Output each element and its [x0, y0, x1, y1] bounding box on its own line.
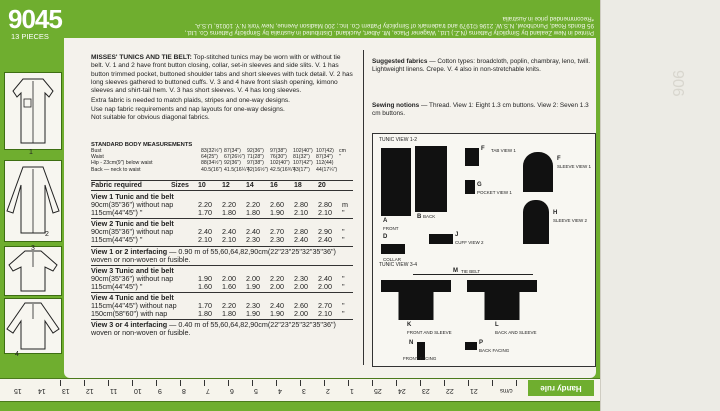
handy-rule [0, 378, 600, 402]
ruler-number: 21 [470, 387, 478, 394]
unit: " [342, 235, 345, 245]
ruler-number: 14 [38, 387, 46, 394]
measurement-value: 40.5(16") [201, 166, 223, 173]
measurement-value: 87(34") [316, 154, 333, 161]
view-label: 4 [15, 351, 19, 358]
yardage: 2.30 [294, 273, 308, 283]
divider [91, 180, 353, 181]
piece-name: TIE BELT [461, 269, 481, 274]
measurement-value: 76(30") [270, 154, 287, 161]
ruler-tick [300, 380, 301, 386]
description-title: MISSES' TUNICS AND TIE BELT: [91, 54, 192, 61]
measurement-value: 107(42) [316, 148, 334, 154]
piece-letter: N [409, 340, 414, 346]
fabric-row [91, 283, 353, 291]
fine-print-line: Printed in New Zealand by Simplicity Patterns (N.Z.) Ltd., Wagener Place, Mt. Albert, Auckland. Distributed in Australia by Simplicity Patterns Co. Ltd., [184, 29, 594, 36]
piece-letter: K [407, 322, 412, 328]
sewing-notions [372, 102, 592, 118]
yardage: 1.90 [270, 309, 284, 319]
ruler-tick [60, 380, 61, 386]
ruler-tick [156, 380, 157, 386]
ruler-tick [108, 380, 109, 386]
layout-label: TUNIC VIEW 1-2 [379, 137, 418, 143]
ruler-tick [180, 380, 181, 386]
piece-name: FRONT FACING [403, 356, 437, 361]
piece-letter: G [477, 182, 482, 188]
yardage: 2.10 [222, 235, 236, 245]
size-header: 10 [198, 182, 206, 189]
note: Use nap fabric requirements and nap layouts for one-way designs. [91, 105, 285, 113]
fabric-label: 150cm(58"60") with nap [91, 309, 168, 319]
tunic-view-3-illustration [5, 247, 61, 295]
fabric-label: 115cm(44"45") " [91, 235, 143, 245]
view-3-sketch [4, 246, 62, 296]
tie-belt-line [413, 274, 533, 275]
piece-name: CUFF VIEW 2 [455, 240, 484, 245]
ruler-number: 12 [86, 387, 94, 394]
yardage: 2.20 [198, 200, 212, 210]
interfacing-text: — 0.40 m of 55,60,64,82,90cm(22"23"25"32"35"36") [169, 320, 336, 330]
measurement-value: 71(28") [247, 154, 264, 161]
unit: " [342, 208, 345, 218]
envelope-flap [600, 0, 720, 411]
yardage: 2.40 [318, 273, 332, 283]
pattern-piece-back-facing [465, 342, 477, 350]
measurement-value: 44(17¼") [316, 166, 338, 173]
ruler-number: 22 [446, 387, 454, 394]
measurement-value: 92(36") [247, 148, 264, 154]
ruler-number: 5 [254, 387, 258, 394]
measurement-value: 42.5(16¾") [270, 166, 296, 173]
measurement-value: 42(16½") [247, 166, 269, 173]
ruler-tick [492, 380, 493, 386]
flap-stamp [666, 40, 690, 340]
piece-letter: F [481, 146, 485, 152]
piece-name: BACK AND SLEEVE [495, 330, 537, 335]
measurement-value: 102(40") [270, 160, 290, 167]
piece-name: FRONT [383, 226, 399, 231]
fabric-label: 90cm(35"36") without nap [91, 200, 174, 210]
ruler-number: 6 [230, 387, 234, 394]
piece-count: 13 PIECES [11, 32, 49, 41]
ruler-tick [372, 380, 373, 386]
measurement-label: Back — neck to waist [91, 166, 141, 173]
view-label: 2 [45, 231, 49, 238]
ruler-number: 2 [326, 387, 330, 394]
measurement-value: 88(34½") [201, 160, 223, 167]
interfacing-text: — 0.90 m of 55,60,64,82,90cm(22"23"25"32"35"36") [169, 246, 336, 256]
ruler-number: 1 [350, 387, 354, 394]
yardage: 2.80 [318, 200, 332, 210]
yardage: 2.20 [270, 273, 284, 283]
pattern-piece-front-and-sleeve [381, 280, 451, 320]
yardage: 2.10 [318, 309, 332, 319]
ruler-number: 9 [158, 387, 162, 394]
yardage: 1.90 [270, 208, 284, 218]
yardage: 2.40 [318, 235, 332, 245]
yardage: 1.80 [222, 309, 236, 319]
notions-text: — Thread. View 1: Eight 1.3 cm buttons. View 2: Seven 1.3 cm buttons. [372, 102, 589, 117]
ruler-number: 23 [422, 387, 430, 394]
yardage: 2.00 [318, 281, 332, 291]
view-title: View 4 Tunic and tie belt [91, 293, 174, 303]
left-column [0, 0, 64, 411]
ruler-tick [348, 380, 349, 386]
measurement-value: 112(44) [316, 160, 334, 167]
ruler-number: 25 [374, 387, 382, 394]
measurement-unit: cm [339, 148, 346, 154]
ruler-number: 7 [206, 387, 210, 394]
pattern-piece-sleeve-2 [523, 200, 549, 244]
handy-rule-label: Handy rule [528, 380, 594, 396]
yardage: 2.00 [222, 273, 236, 283]
yardage: 2.30 [270, 235, 284, 245]
yardage: 1.80 [246, 208, 260, 218]
pattern-piece-cuff [429, 234, 453, 244]
ruler-tick [396, 380, 397, 386]
view-title: View 2 Tunic and tie belt [91, 219, 174, 229]
notions-title: Sewing notions [372, 102, 420, 109]
fabric-header [91, 182, 351, 189]
unit: " [342, 227, 345, 237]
yardage: 2.20 [246, 200, 260, 210]
ruler-number: 4 [278, 387, 282, 394]
ruler-tick [252, 380, 253, 386]
tunic-view-4-illustration [5, 299, 61, 353]
measurement-value: 92(36") [224, 160, 241, 167]
measurement-value: 81(32") [293, 154, 310, 161]
unit: " [342, 273, 345, 283]
fabric-row [91, 236, 353, 244]
description [91, 54, 353, 124]
measurement-value: 67(26½") [224, 154, 246, 161]
yardage: 2.00 [270, 281, 284, 291]
ruler-tick [276, 380, 277, 386]
yardage: 1.60 [222, 281, 236, 291]
piece-name: BACK FACING [479, 348, 510, 353]
description-text: Top-stitched tunics may be worn with or without tie belt. V. 1 and 2 have front button closing, collar, set-in sleeves and side slits. V. 1 has button trimmed pocket, buttoned shoulder tabs and short sleeves with tuck detail. V. 2 has long sleeves gathered to buttoned cuffs. V. 3 and 4 have front slash opening, kimono sleeves and shirt-tail hem. V. 3 has short sleeves. V. 4 has long sleeves. [91, 54, 353, 95]
yardage: 2.10 [294, 208, 308, 218]
pattern-piece-back [415, 146, 447, 212]
yardage: 1.70 [198, 301, 212, 311]
piece-name: TAB VIEW 1 [491, 148, 516, 153]
measurement-value: 102(40") [293, 148, 313, 154]
flap-fold-line [600, 0, 601, 411]
yardage: 2.70 [270, 227, 284, 237]
size-header: 14 [246, 182, 254, 189]
flap-stamp-text: 906 [669, 70, 686, 97]
yardage: 2.90 [318, 227, 332, 237]
piece-letter: L [495, 322, 499, 328]
yardage: 1.70 [198, 208, 212, 218]
yardage: 2.40 [246, 227, 260, 237]
tunic-view-1-illustration [5, 73, 61, 149]
unit: " [342, 301, 345, 311]
piece-name: FRONT AND SLEEVE [407, 330, 452, 335]
fabric-label: 115cm(44"45") without nap [91, 301, 177, 311]
view-4-sketch [4, 298, 62, 358]
ruler-number: 24 [398, 387, 406, 394]
yardage: 2.30 [246, 235, 260, 245]
tunic-view-2-illustration [5, 161, 61, 241]
pattern-number: 9045 [8, 4, 62, 34]
pattern-piece-front [381, 148, 411, 216]
piece-letter: J [455, 232, 459, 238]
size-header: 12 [222, 182, 230, 189]
unit: " [342, 309, 345, 319]
ruler-number: 8 [182, 387, 186, 394]
divider [91, 190, 353, 191]
piece-name: COLLAR [383, 257, 402, 262]
ruler-tick [228, 380, 229, 386]
fine-print [64, 2, 594, 36]
piece-letter: P [479, 340, 484, 346]
yardage: 1.80 [198, 309, 212, 319]
piece-name: POCKET VIEW 1 [477, 190, 512, 195]
piece-letter: D [383, 234, 388, 240]
pattern-piece-collar [381, 244, 405, 254]
piece-name: BACK [423, 214, 436, 219]
note: Extra fabric is needed to match plaids, stripes and one-way designs. [91, 97, 291, 105]
measurements-title: STANDARD BODY MEASUREMENTS [91, 142, 193, 148]
view-2-sketch [4, 160, 62, 242]
measurement-value: 107(42") [293, 160, 313, 167]
piece-name: SLEEVE VIEW 2 [553, 218, 588, 223]
ruler-number: 13 [62, 387, 70, 394]
column-divider [363, 50, 364, 365]
measurement-value: 41.5(16¼") [224, 166, 250, 173]
view-1-sketch [4, 72, 62, 156]
yardage: 2.20 [222, 200, 236, 210]
view-label: 3 [31, 245, 35, 252]
yardage: 1.90 [246, 281, 260, 291]
pattern-piece-tab [465, 148, 479, 166]
piece-letter: A [383, 218, 388, 224]
yardage: 2.70 [318, 301, 332, 311]
yardage: 1.90 [198, 273, 212, 283]
ruler-tick [132, 380, 133, 386]
ruler-tick [420, 380, 421, 386]
fine-print-line: *Recommended price in Australia [502, 14, 594, 22]
yardage: 2.30 [246, 301, 260, 311]
unit: m [342, 200, 348, 210]
yardage: 2.40 [198, 227, 212, 237]
ruler-number: 15 [14, 387, 22, 394]
ruler-tick [204, 380, 205, 386]
suggested-title: Suggested fabrics [372, 58, 428, 65]
yardage: 2.60 [270, 200, 284, 210]
view-label: 1 [29, 149, 33, 156]
yardage: 2.10 [198, 235, 212, 245]
size-header: 18 [294, 182, 302, 189]
pattern-piece-back-and-sleeve [467, 280, 537, 320]
measurement-label: Bust [91, 148, 102, 154]
fabric-label: 90cm(35"36") without nap [91, 227, 174, 237]
measurement-value: 97(38") [270, 148, 287, 154]
yardage: 2.60 [294, 301, 308, 311]
ruler-number: 11 [110, 387, 118, 394]
measurement-value: 83(32½") [201, 148, 223, 154]
fabric-label: 90cm(35"36") without nap [91, 273, 174, 283]
piece-letter: H [553, 210, 558, 216]
ruler-tick [516, 380, 517, 386]
fine-print-line: 95 Bonds Road, Punchbowl, N.S.W. 2196 ©1979 and trademark of Simplicity Pattern Co. Inc.; 200 Madison Avenue, New York N.Y. 10016, U.S.A. [194, 21, 594, 29]
yardage: 2.00 [294, 281, 308, 291]
ruler-number: 3 [302, 387, 306, 394]
ruler-number: 10 [134, 387, 142, 394]
interfacing-title: View 1 or 2 interfacing [91, 246, 168, 256]
yardage: 2.00 [246, 273, 260, 283]
yardage: 2.10 [318, 208, 332, 218]
measurement-row [91, 167, 362, 173]
measurement-unit: " [339, 154, 341, 161]
piece-letter: F [557, 156, 561, 162]
measurement-value: 43(17") [293, 166, 310, 173]
interfacing-sub: woven or non-woven or fusible. [91, 254, 191, 264]
ruler-tick [324, 380, 325, 386]
measurement-value: 97(38") [247, 160, 264, 167]
yardage: 1.60 [198, 281, 212, 291]
measurement-value: 87(34") [224, 148, 241, 154]
interfacing-title: View 3 or 4 interfacing [91, 320, 168, 330]
ruler-tick [444, 380, 445, 386]
sizes-label: Sizes [171, 182, 189, 189]
size-header: 20 [318, 182, 326, 189]
yardage: 2.80 [294, 200, 308, 210]
view-title: View 1 Tunic and tie belt [91, 192, 174, 201]
measurement-label: Waist [91, 154, 104, 161]
ruler-tick [468, 380, 469, 386]
piece-letter: B [417, 214, 422, 220]
size-header: 16 [270, 182, 278, 189]
fabric-label: 115cm(44"45") " [91, 208, 143, 218]
suggested-fabrics [372, 58, 592, 74]
fabric-table [91, 192, 353, 338]
fabric-label: 115cm(44"45") " [91, 281, 143, 291]
cutting-layout [372, 133, 596, 367]
yardage: 2.40 [294, 235, 308, 245]
fabric-row [91, 310, 353, 318]
pattern-piece-sleeve-1 [523, 152, 553, 192]
ruler-unit: c/ms [500, 387, 513, 393]
note: Not suitable for obvious diagonal fabrics. [91, 114, 210, 122]
yardage: 2.80 [294, 227, 308, 237]
yardage: 2.40 [270, 301, 284, 311]
layout-label: TUNIC VIEW 3-4 [379, 262, 418, 268]
ruler-tick [84, 380, 85, 386]
measurements-table [91, 148, 362, 173]
unit: " [342, 281, 345, 291]
yardage: 1.80 [222, 208, 236, 218]
measurement-label: Hip - 23cm(9") below waist [91, 160, 153, 167]
yardage: 2.20 [222, 301, 236, 311]
yardage: 2.00 [294, 309, 308, 319]
pattern-piece-pocket [465, 180, 475, 194]
fabric-row [91, 209, 353, 217]
yardage: 1.90 [246, 309, 260, 319]
piece-letter: M [453, 268, 458, 274]
yardage: 2.40 [222, 227, 236, 237]
interfacing-sub: woven or non-woven or fusible. [91, 328, 191, 338]
piece-name: SLEEVE VIEW 1 [557, 164, 592, 169]
fabric-header-label: Fabric required [91, 182, 142, 189]
suggested-text: — Cotton types: broadcloth, poplin, chambray, leno, twill. Lightweight linens. Crepe. V. 4 also in non-stretchable knits. [372, 58, 590, 73]
measurement-value: 64(25") [201, 154, 218, 161]
view-title: View 3 Tunic and tie belt [91, 265, 174, 275]
